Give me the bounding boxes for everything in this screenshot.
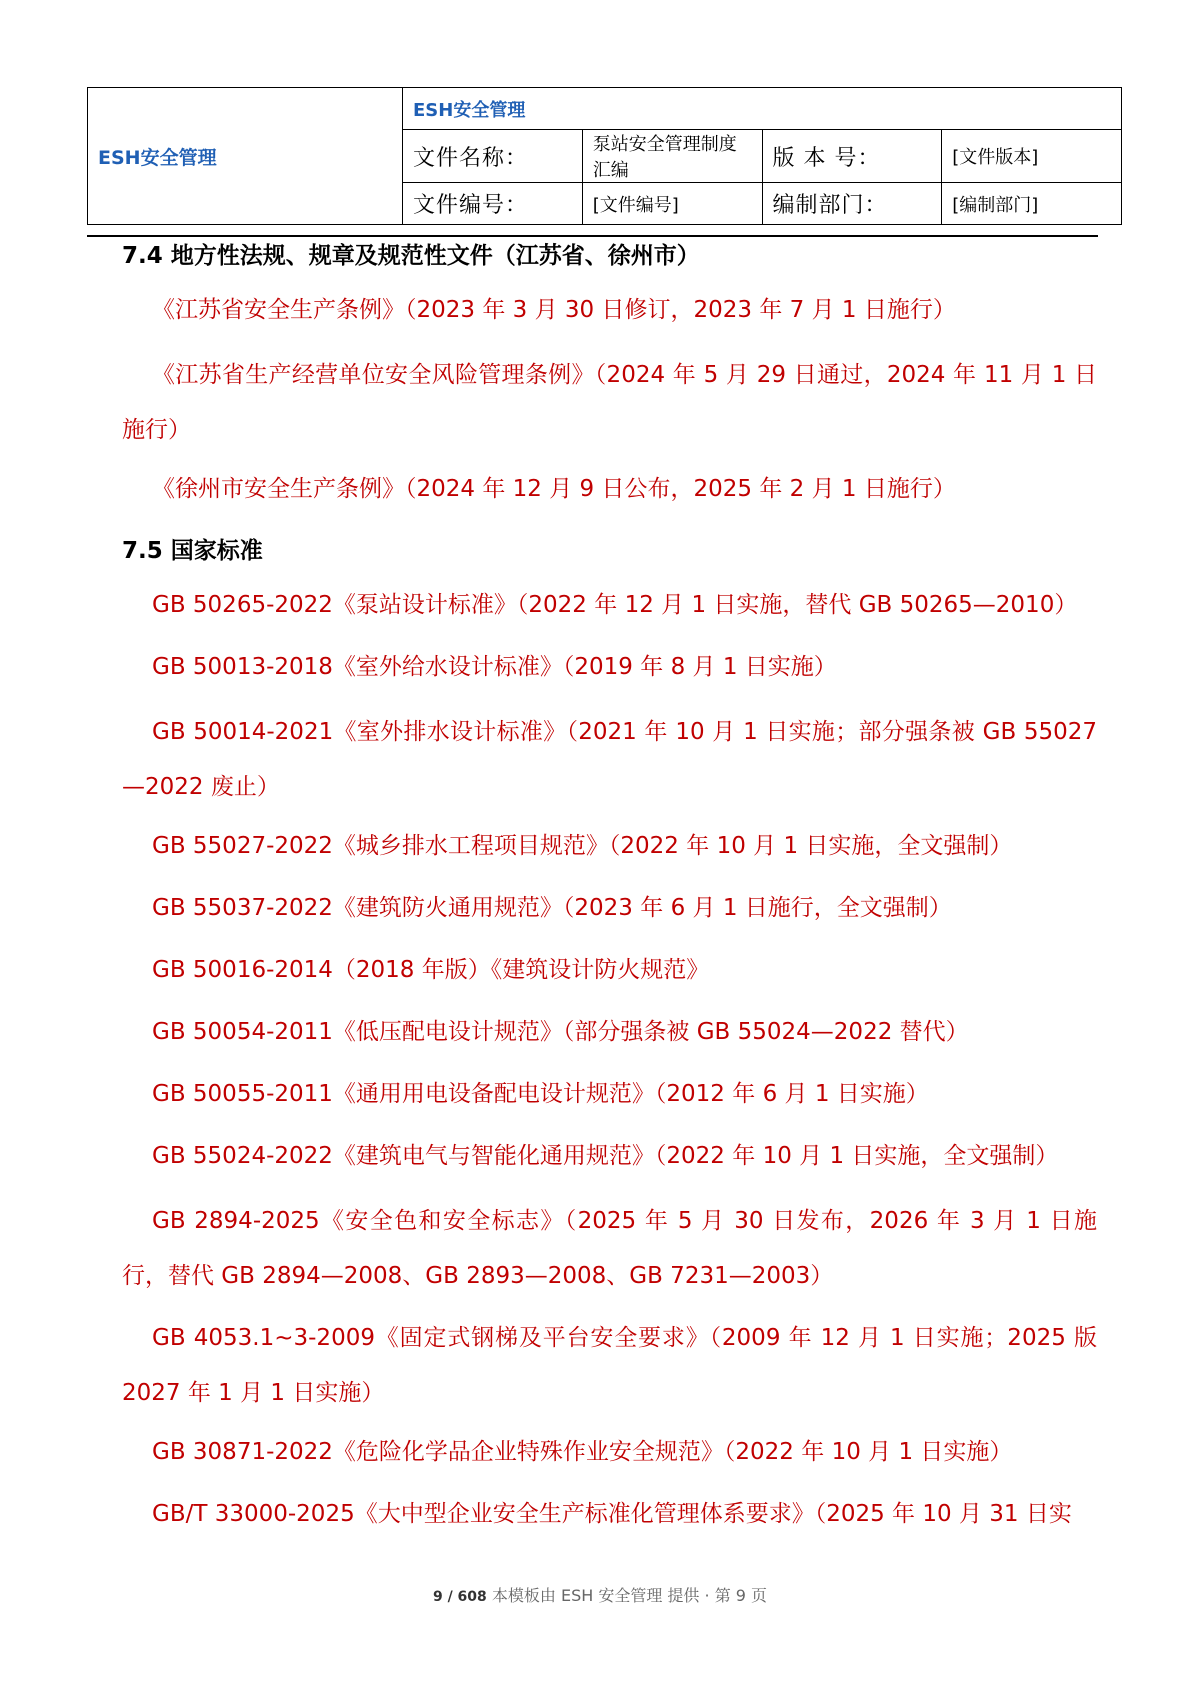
file-no-label: 文件编号： (403, 183, 583, 225)
file-name-label: 文件名称： (403, 130, 583, 183)
header-logo: ESH安全管理 (88, 88, 403, 225)
file-name-value: 泵站安全管理制度汇编 (582, 130, 762, 183)
list-item: 《徐州市安全生产条例》（2024 年 12 月 9 日公布，2025 年 2 月 1 日施行） (152, 476, 956, 502)
list-item: GB 55037-2022《建筑防火通用规范》（2023 年 6 月 1 日施行，全文强制） (152, 895, 952, 921)
list-item: GB 30871-2022《危险化学品企业特殊作业安全规范》（2022 年 10 月 1 日实施） (152, 1439, 1013, 1465)
document-body (122, 230, 1097, 1552)
footer-text: 本模板由 ESH 安全管理 提供 · 第 9 页 (491, 1586, 768, 1605)
list-item: GB 50265-2022《泵站设计标准》（2022 年 12 月 1 日实施，替代 GB 50265—2010） (152, 592, 1078, 618)
page-footer (0, 1583, 1200, 1606)
list-item: GB 50013-2018《室外给水设计标准》（2019 年 8 月 1 日实施） (152, 654, 837, 680)
list-item: GB 55027-2022《城乡排水工程项目规范》（2022 年 10 月 1 日实施，全文强制） (152, 833, 1013, 859)
section-heading-7-5: 7.5 国家标准 (122, 538, 263, 564)
list-item: GB 4053.1~3-2009《固定式钢梯及平台安全要求》（2009 年 12 月 1 日实施；2025 版 2027 年 1 月 1 日实施） (122, 1325, 1097, 1406)
list-item: GB/T 33000-2025《大中型企业安全生产标准化管理体系要求》（2025 年 10 月 31 日实 (152, 1501, 1072, 1527)
page-counter: 9 / 608 (432, 1589, 487, 1605)
version-label: 版 本 号： (762, 130, 942, 183)
document-header-table (87, 87, 1122, 225)
list-item: GB 50054-2011《低压配电设计规范》（部分强条被 GB 55024—2022 替代） (152, 1019, 969, 1045)
version-value: [文件版本] (942, 130, 1122, 183)
dept-label: 编制部门： (762, 183, 942, 225)
dept-value: [编制部门] (942, 183, 1122, 225)
file-no-value: [文件编号] (582, 183, 762, 225)
list-item: GB 55024-2022《建筑电气与智能化通用规范》（2022 年 10 月 1 日实施，全文强制） (152, 1143, 1059, 1169)
list-item: 《江苏省安全生产条例》（2023 年 3 月 30 日修订，2023 年 7 月 1 日施行） (152, 297, 956, 323)
header-title: ESH安全管理 (403, 88, 1122, 130)
list-item: GB 50016-2014（2018 年版）《建筑设计防火规范》 (152, 957, 710, 983)
list-item: GB 50014-2021《室外排水设计标准》（2021 年 10 月 1 日实施；部分强条被 GB 55027—2022 废止） (122, 719, 1097, 800)
list-item: GB 50055-2011《通用用电设备配电设计规范》（2012 年 6 月 1 日实施） (152, 1081, 929, 1107)
list-item: 《江苏省生产经营单位安全风险管理条例》（2024 年 5 月 29 日通过，2024 年 11 月 1 日施行） (122, 362, 1097, 443)
section-heading-7-4: 7.4 地方性法规、规章及规范性文件（江苏省、徐州市） (122, 243, 700, 269)
list-item: GB 2894-2025《安全色和安全标志》（2025 年 5 月 30 日发布，2026 年 3 月 1 日施行，替代 GB 2894—2008、GB 2893—2008、GB 7231—2003） (122, 1208, 1097, 1289)
